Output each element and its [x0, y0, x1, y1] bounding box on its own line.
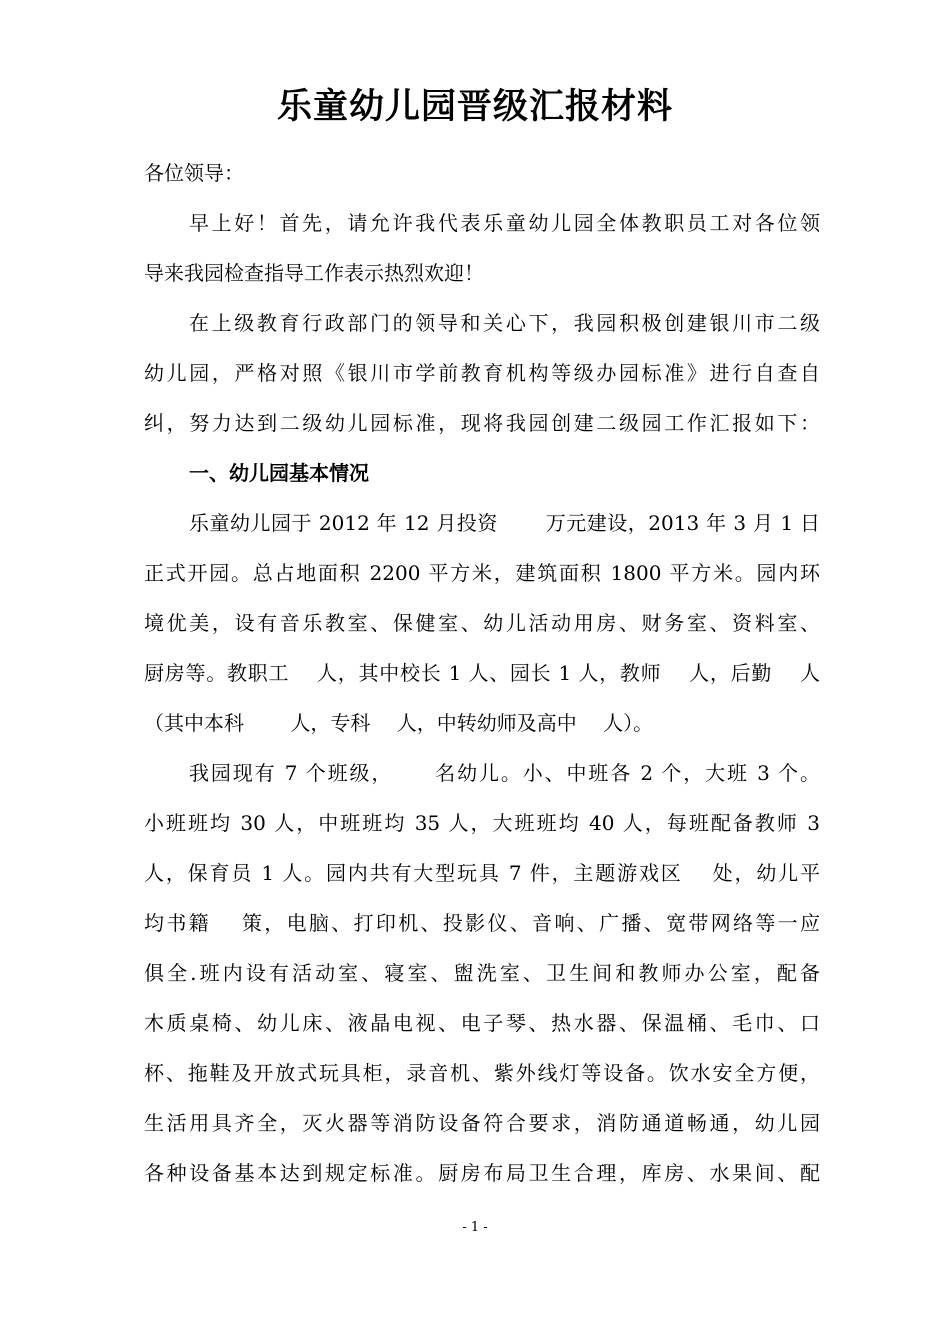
paragraph-line: 幼儿园，严格对照《银川市学前教育机构等级办园标准》进行自查自 [144, 361, 820, 385]
section-heading: 一、幼儿园基本情况 [189, 461, 369, 485]
paragraph-line: 木质桌椅、幼儿床、液晶电视、电子琴、热水器、保温桶、毛巾、口 [144, 1011, 820, 1035]
paragraph-line: 俱全.班内设有活动室、寝室、盥洗室、卫生间和教师办公室，配备 [144, 961, 820, 985]
page-number: - 1 - [462, 1220, 488, 1235]
paragraph-line: 在上级教育行政部门的领导和关心下，我园积极创建银川市二级 [189, 311, 820, 335]
document-body [144, 148, 820, 1198]
paragraph-line: 人，保育员 1 人。园内共有大型玩具 7 件，主题游戏区 处，幼儿平 [144, 861, 820, 885]
paragraph-line: （其中本科 人，专科 人，中转幼师及高中 人）。 [144, 711, 654, 735]
paragraph-line: 导来我园检查指导工作表示热烈欢迎！ [144, 261, 484, 285]
paragraph-line: 正式开园。总占地面积 2200 平方米，建筑面积 1800 平方米。园内环 [144, 561, 820, 585]
paragraph-line: 纠，努力达到二级幼儿园标准，现将我园创建二级园工作汇报如下： [144, 411, 820, 435]
paragraph-line: 早上好！首先，请允许我代表乐童幼儿园全体教职员工对各位领 [189, 211, 820, 235]
paragraph-line: 小班班均 30 人，中班班均 35 人，大班班均 40 人，每班配备教师 3 [144, 811, 820, 835]
paragraph-line: 生活用具齐全，灭火器等消防设备符合要求，消防通道畅通，幼儿园 [144, 1111, 820, 1135]
document-title: 乐童幼儿园晋级汇报材料 [276, 87, 673, 127]
paragraph-line: 杯、拖鞋及开放式玩具柜，录音机、紫外线灯等设备。饮水安全方便， [144, 1061, 820, 1085]
paragraph-line: 厨房等。教职工 人，其中校长 1 人、园长 1 人，教师 人，后勤 人 [144, 661, 820, 685]
salutation-line: 各位领导： [144, 161, 244, 185]
paragraph-line: 乐童幼儿园于 2012 年 12 月投资 万元建设，2013 年 3 月 1 日 [189, 511, 820, 535]
paragraph-line: 我园现有 7 个班级， 名幼儿。小、中班各 2 个，大班 3 个。 [189, 761, 820, 785]
paragraph-line: 均书籍 策，电脑、打印机、投影仪、音响、广播、宽带网络等一应 [144, 911, 820, 935]
paragraph-line: 各种设备基本达到规定标准。厨房布局卫生合理，库房、水果间、配 [144, 1161, 820, 1185]
paragraph-line: 境优美，设有音乐教室、保健室、幼儿活动用房、财务室、资料室、 [144, 611, 820, 635]
